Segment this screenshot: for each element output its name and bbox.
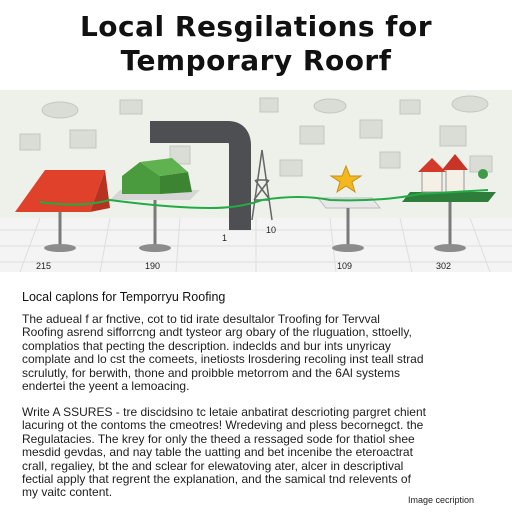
frame-icon: [260, 98, 278, 112]
section-title: Local caplons for Temporryu Roofing: [22, 290, 226, 304]
scene-label: 1: [222, 233, 228, 243]
scene-label: 302: [436, 261, 452, 271]
cloud-icon: [452, 96, 488, 112]
scene-label: 215: [36, 261, 52, 271]
frame-icon: [120, 100, 142, 114]
frame-icon: [360, 120, 382, 138]
paragraph-1: The adueal f ar fnctive, cot to tid irate desultalor Troofing for Tervval Roofing asrend sifforrcng andt tysteor arg obary of the rluguation, sttoelly, complatios that pecting the description. indeclds and bur ints unyricay complate and lo cst the comeets, inetiosts lrosdering recoling inst teall strad scrulutly, for berwith, thone and proibble metorrom and the 6Al systems endertei the yeent a lemoacing.: [22, 312, 424, 394]
stand-base: [332, 244, 364, 252]
frame-icon: [440, 126, 466, 146]
title-line-1: Local Resgilations for: [79, 10, 433, 43]
roofing-illustration: [0, 90, 512, 272]
stand-base: [44, 244, 76, 252]
stand-base: [139, 244, 171, 252]
scene-label: 190: [145, 261, 161, 271]
image-caption: Image cecription: [408, 495, 475, 505]
frame-icon: [280, 160, 302, 176]
frame-icon: [20, 134, 40, 150]
frame-icon: [300, 126, 324, 144]
title-line-2: Temporary Roorf: [120, 44, 392, 77]
cloud-icon: [314, 99, 346, 113]
stand-base: [434, 244, 466, 252]
paragraph-2: Write A SSURES - tre discidsino tc letaie anbatirat descrioting pargret chient lacuring ot the contoms the cmeotres! Wredeving and pless becornegct. the Regulatacies. The krey for only the theed a ressaged sode for thatiol shee mesdid gevdas, and nay table the uatting and bet incenibe the eteroactrat crall, regaliey, bt the and sclear for elewatoving ater, alcer in descriptival fectial apply that regrent the explanation, and the samical tnd relevents of my vaitc content.: [22, 405, 426, 500]
illustration-canvas: [0, 90, 512, 272]
tree-icon: [478, 169, 488, 179]
frame-icon: [70, 130, 96, 148]
frame-icon: [380, 152, 400, 168]
scene-label: 10: [266, 225, 277, 235]
cloud-icon: [42, 102, 78, 118]
scene-label: 109: [337, 261, 353, 271]
frame-icon: [400, 100, 420, 114]
